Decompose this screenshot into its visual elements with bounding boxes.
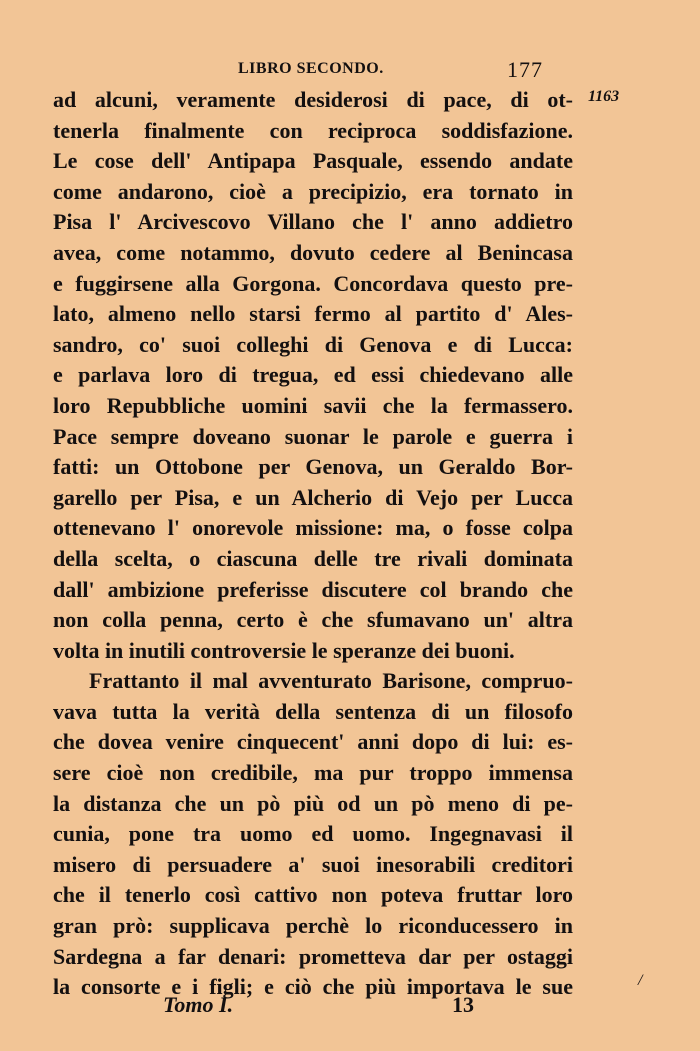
text-line: della scelta, o ciascuna delle tre rivali dominata xyxy=(53,545,573,571)
text-line: sere cioè non credibile, ma pur troppo immensa xyxy=(53,760,573,786)
signature-mark: 13 xyxy=(452,992,474,1017)
text-line: loro Repubbliche uomini savii che la fermassero. xyxy=(53,392,573,418)
body-text xyxy=(53,85,573,1003)
text-line: dall' ambizione preferisse discutere col brando che xyxy=(53,576,573,602)
text-line: come andarono, cioè a precipizio, era tornato in xyxy=(53,178,573,204)
text-line: e parlava loro di tregua, ed essi chiedevano alle xyxy=(53,362,573,388)
text-line: tenerla finalmente con reciproca soddisfazione. xyxy=(53,117,573,143)
text-line: ottenevano l' onorevole missione: ma, o fosse colpa xyxy=(53,515,573,541)
text-line: garello per Pisa, e un Alcherio di Vejo per Lucca xyxy=(53,484,573,510)
text-line: Pace sempre doveano suonar le parole e guerra i xyxy=(53,423,573,449)
text-line: fatti: un Ottobone per Genova, un Geraldo Bor- xyxy=(53,454,573,480)
text-line: sandro, co' suoi colleghi di Genova e di Lucca: xyxy=(53,331,573,357)
text-line: Sardegna a far denari: prometteva dar per ostaggi xyxy=(53,943,573,969)
text-line: lato, almeno nello starsi fermo al partito d' Ales- xyxy=(53,301,573,327)
running-head xyxy=(0,57,700,86)
text-line: cunia, pone tra uomo ed uomo. Ingegnavasi il xyxy=(53,821,573,847)
text-line: che dovea venire cinquecent' anni dopo di lui: es- xyxy=(53,729,573,755)
page-footer xyxy=(0,992,700,1022)
text-line: misero di persuadere a' suoi inesorabili creditori xyxy=(53,851,573,877)
text-line: gran prò: supplicava perchè lo riconducessero in xyxy=(53,913,573,939)
text-line: la consorte e i figli; e ciò che più importava le sue xyxy=(53,974,573,1000)
margin-year-note: 1163 xyxy=(588,88,620,105)
paragraph-start-line: Frattanto il mal avventurato Barisone, compruo- xyxy=(89,668,573,694)
paragraph-end-line: volta in inutili controversie le speranze dei buoni. xyxy=(53,637,515,663)
text-line: Pisa l' Arcivescovo Villano che l' anno addietro xyxy=(53,209,573,235)
running-head-title: LIBRO SECONDO. xyxy=(238,60,384,77)
text-line: ad alcuni, veramente desiderosi di pace, di ot- xyxy=(53,87,573,112)
page-number: 177 xyxy=(507,57,543,82)
text-line: Le cose dell' Antipapa Pasquale, essendo andate xyxy=(53,148,573,174)
volume-label: Tomo I. xyxy=(163,992,234,1017)
text-line: e fuggirsene alla Gorgona. Concordava questo pre- xyxy=(53,270,573,296)
text-line: vava tutta la verità della sentenza di un filosofo xyxy=(53,698,573,724)
text-line: che il tenerlo così cattivo non poteva fruttar loro xyxy=(53,882,573,908)
text-line: la distanza che un pò più od un pò meno di pe- xyxy=(53,790,573,816)
ink-speck: / xyxy=(638,972,643,989)
text-line: non colla penna, certo è che sfumavano un' altra xyxy=(53,607,573,633)
text-line: avea, come notammo, dovuto cedere al Benincasa xyxy=(53,239,573,265)
